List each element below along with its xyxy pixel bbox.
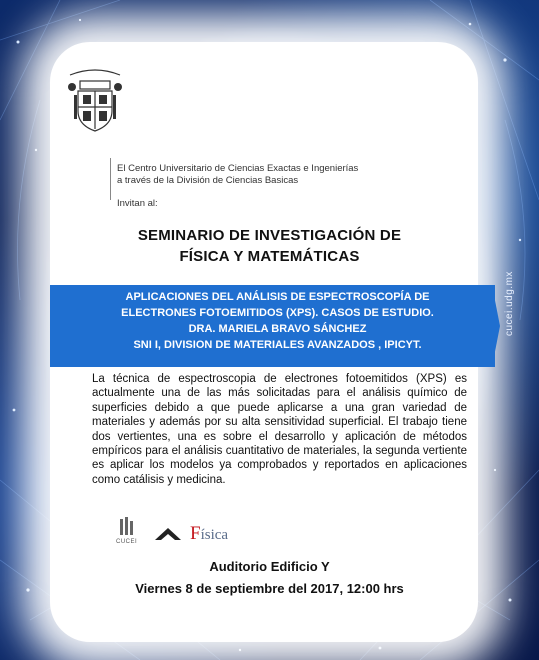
university-seal-logo [66,67,124,133]
intro-line-1: El Centro Universitario de Ciencias Exactas e Ingenierías [117,163,359,174]
fisica-logo-initial: F [190,523,201,544]
event-datetime: Viernes 8 de septiembre del 2017, 12:00 hrs [135,581,404,596]
talk-description: La técnica de espectroscopia de electrones fotoemitidos (XPS) es actualmente una de las más solicitadas para el análisis químico de superficies debido a que puede aplicarse a una gran variedad de materiales y además por su alta sensitividad superficial. El trabajo tiene dos vertientes, una es sobre el desarrollo y aplicación de métodos empíricos para el análisis cuantitativo de materiales, la segunda vertiente es aplicar los modelos ya comprobados y reportados en aplicaciones como catálisis y medicina. [92,373,467,486]
side-url: cucei.udg.mx [504,271,515,336]
speaker-name: DRA. MARIELA BRAVO SÁNCHEZ [188,323,367,335]
fisica-logo-rest: ísica [200,527,229,543]
talk-title-line-2: ELECTRONES FOTOEMITIDOS (XPS). CASOS DE ESTUDIO. [121,307,434,319]
seminar-title-line-2: FÍSICA Y MATEMÁTICAS [179,248,360,265]
event-place: Auditorio Edificio Y [209,559,330,574]
fisica-logo [190,523,228,545]
cucei-logo [118,517,136,537]
invitan-text: Invitan al: [117,198,158,209]
intro-line-2: a través de la División de Ciencias Basicas [117,175,299,186]
mountain-logo [155,526,181,542]
talk-title-line-1: APLICACIONES DEL ANÁLISIS DE ESPECTROSCOPÍA DE [125,291,430,303]
speaker-affiliation: SNI I, DIVISION DE MATERIALES AVANZADOS , IPICYT. [133,339,422,351]
cucei-logo-text: CUCEI [116,539,138,545]
seminar-title-line-1: SEMINARIO DE INVESTIGACIÓN DE [137,227,402,244]
divider-line [110,158,111,200]
